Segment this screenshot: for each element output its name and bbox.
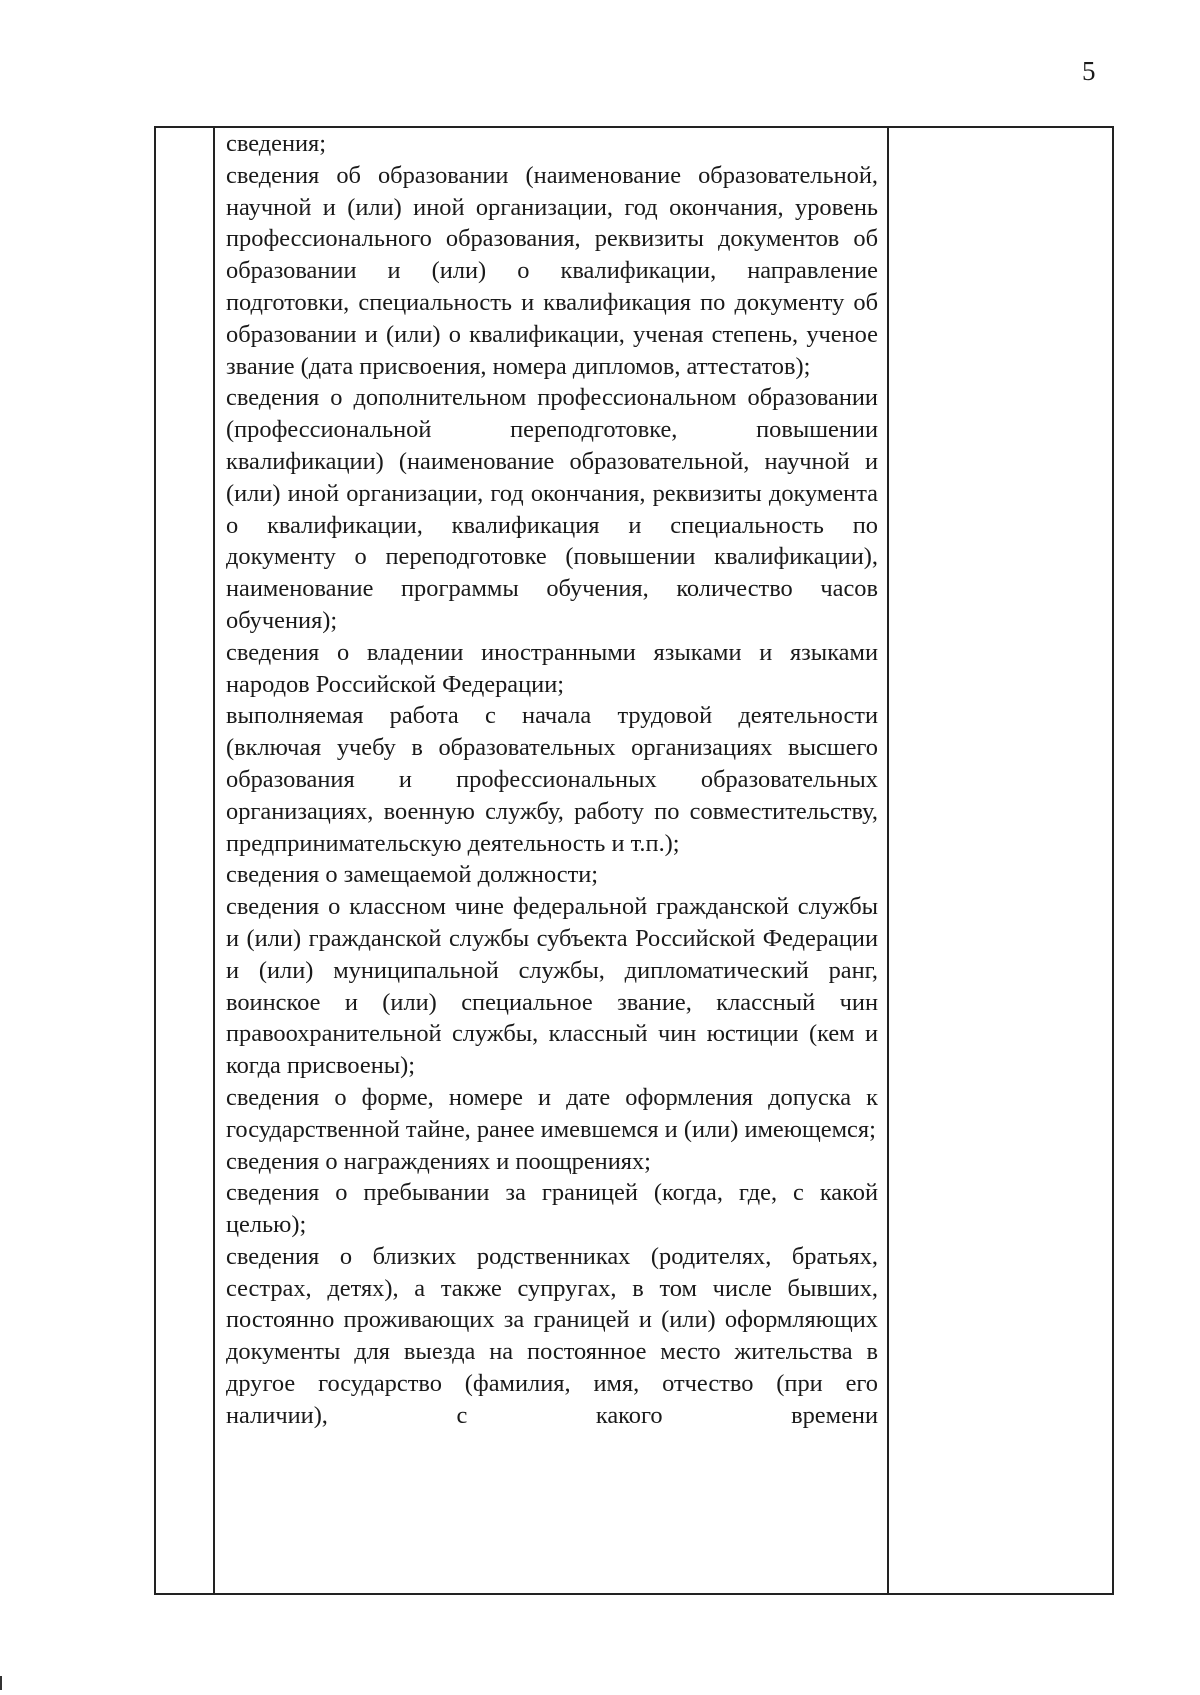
paragraph: сведения о классном чине федеральной гражданской службы и (или) гражданской службы субъекта Российской Федерации и (или) муниципальной службы, дипломатический ранг, воинское и (или) специальное звание, классный чин правоохранительной службы, классный чин юстиции (кем и когда присвоены);: [226, 893, 878, 1080]
paragraph: сведения о близких родственниках (родителях, братьях, сестрах, детях), а также супругах, в том числе бывших, постоянно проживающих за границей и (или) оформляющих документы для выезда на постоянное место жительства в другое государство (фамилия, имя, отчество (при его наличии), с какого времени: [226, 1242, 878, 1429]
paragraph: сведения об образовании (наименование образовательной, научной и (или) иной организации, год окончания, уровень профессионального образования, реквизиты документов об образовании и (или) о квалификации, направление подготовки, специальность и квалификация по документу об образовании и (или) о квалификации, ученая степень, ученое звание (дата присвоения, номера дипломов, аттестатов);: [226, 161, 878, 380]
paragraph: сведения о награждениях и поощрениях;: [226, 1147, 651, 1175]
paragraph: сведения о форме, номере и дате оформления допуска к государственной тайне, ранее имевшемся и (или) имеющемся;: [226, 1083, 878, 1143]
table-column-divider-right: [887, 128, 889, 1593]
paragraph: сведения о дополнительном профессиональном образовании (профессиональной переподготовке, повышении квалификации) (наименование образовательной, научной и (или) иной организации, год окончания, реквизиты документа о квалификации, квалификация и специальность по документу о переподготовке (повышении квалификации), наименование программы обучения, количество часов обучения);: [226, 384, 878, 634]
document-table: [154, 126, 1114, 1595]
paragraph: сведения о пребывании за границей (когда, где, с какой целью);: [226, 1179, 878, 1239]
page-number: 5: [1082, 56, 1096, 86]
paragraph: выполняемая работа с начала трудовой деятельности (включая учебу в образовательных организациях высшего образования и профессиональных образовательных организациях, военную службу, работу по совместительству, предпринимательскую деятельность и т.п.);: [226, 702, 878, 857]
table-column-divider-left: [213, 128, 215, 1593]
paragraph: сведения о замещаемой должности;: [226, 861, 599, 889]
paragraph: сведения о владении иностранными языками и языками народов Российской Федерации;: [226, 638, 878, 698]
table-cell-content: [226, 128, 878, 1432]
paragraph: сведения;: [226, 130, 327, 157]
scan-artifact-mark: [0, 1676, 2, 1690]
